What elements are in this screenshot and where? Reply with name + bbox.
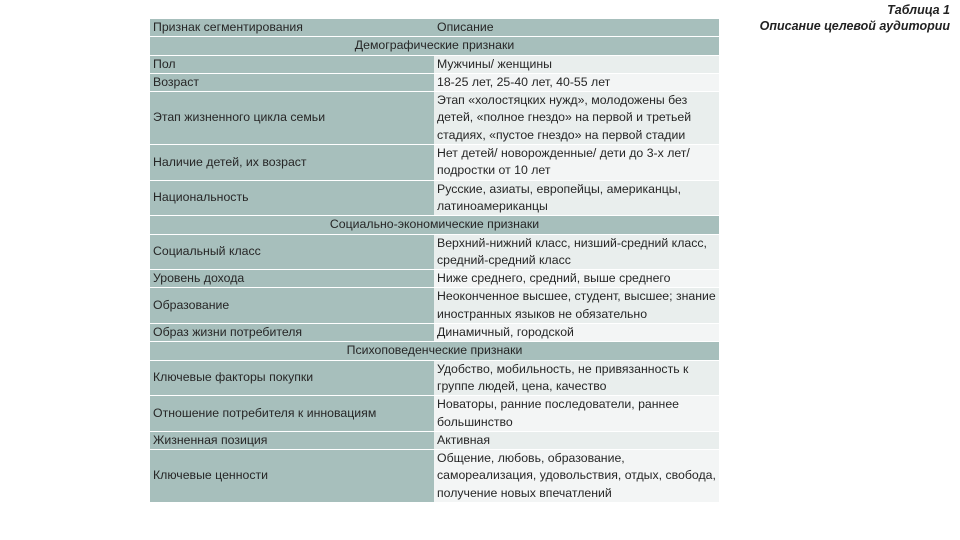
feature-cell: Образование (150, 288, 434, 324)
section-header-row (150, 342, 719, 360)
description-cell: Удобство, мобильность, не привязанность к группе людей, цена, качество (434, 360, 719, 396)
description-cell: Мужчины/ женщины (434, 55, 719, 73)
section-header-row (150, 37, 719, 55)
feature-cell: Уровень дохода (150, 270, 434, 288)
header-description: Описание (434, 19, 719, 37)
table-row (150, 324, 719, 342)
feature-cell: Социальный класс (150, 234, 434, 270)
feature-cell: Образ жизни потребителя (150, 324, 434, 342)
feature-cell: Национальность (150, 180, 434, 216)
feature-cell: Отношение потребителя к инновациям (150, 396, 434, 432)
section-title: Психоповеденческие признаки (150, 342, 719, 360)
table-row (150, 270, 719, 288)
table-caption (760, 2, 950, 34)
description-cell: Верхний-нижний класс, низший-средний класс, средний-средний класс (434, 234, 719, 270)
feature-cell: Жизненная позиция (150, 431, 434, 449)
description-cell: Общение, любовь, образование, самореализация, удовольствия, отдых, свобода, получение новых впечатлений (434, 450, 719, 503)
feature-cell: Наличие детей, их возраст (150, 145, 434, 181)
section-title: Демографические признаки (150, 37, 719, 55)
feature-cell: Пол (150, 55, 434, 73)
table-row (150, 73, 719, 91)
table-body (150, 19, 719, 503)
table-row (150, 55, 719, 73)
feature-cell: Ключевые факторы покупки (150, 360, 434, 396)
table-row (150, 145, 719, 181)
table-row (150, 450, 719, 503)
table-number: Таблица 1 (887, 3, 950, 17)
table-row (150, 288, 719, 324)
description-cell: Динамичный, городской (434, 324, 719, 342)
table-row (150, 360, 719, 396)
header-feature: Признак сегментирования (150, 19, 434, 37)
table-title: Описание целевой аудитории (759, 19, 950, 33)
table-row (150, 396, 719, 432)
section-title: Социально-экономические признаки (150, 216, 719, 234)
description-cell: Неоконченное высшее, студент, высшее; знание иностранных языков не обязательно (434, 288, 719, 324)
segmentation-table (150, 19, 719, 503)
description-cell: Этап «холостяцких нужд», молодожены без детей, «полное гнездо» на первой и третьей стадиях, «пустое гнездо» на первой стадии (434, 92, 719, 145)
table-row (150, 180, 719, 216)
feature-cell: Ключевые ценности (150, 450, 434, 503)
feature-cell: Этап жизненного цикла семьи (150, 92, 434, 145)
description-cell: Нет детей/ новорожденные/ дети до 3-х лет/ подростки от 10 лет (434, 145, 719, 181)
feature-cell: Возраст (150, 73, 434, 91)
description-cell: 18-25 лет, 25-40 лет, 40-55 лет (434, 73, 719, 91)
section-header-row (150, 216, 719, 234)
description-cell: Новаторы, ранние последователи, раннее большинство (434, 396, 719, 432)
table-row (150, 234, 719, 270)
description-cell: Русские, азиаты, европейцы, американцы, латиноамериканцы (434, 180, 719, 216)
table-row (150, 92, 719, 145)
description-cell: Активная (434, 431, 719, 449)
table-row (150, 431, 719, 449)
description-cell: Ниже среднего, средний, выше среднего (434, 270, 719, 288)
table-header-row (150, 19, 719, 37)
